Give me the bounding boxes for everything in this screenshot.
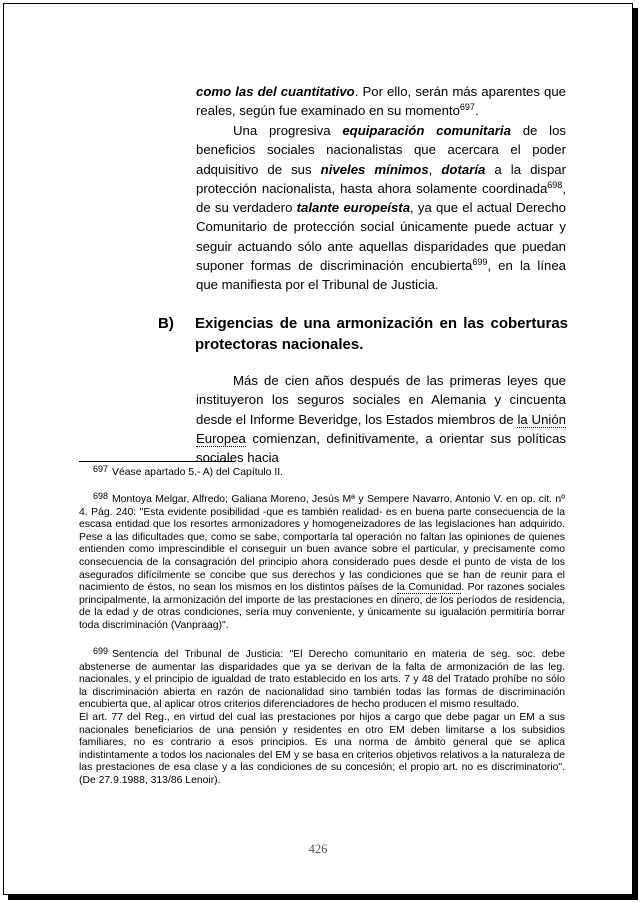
footnote-ref-699[interactable]: 699: [472, 257, 488, 268]
footnote-699: [79, 646, 565, 788]
emphasis-text: niveles mínimos: [320, 161, 429, 177]
footnote-ref-697[interactable]: 697: [459, 102, 475, 113]
footnote-number: 698: [93, 491, 109, 501]
paragraph-2: [196, 121, 566, 295]
body-text: Más de cien años después de las primeras leyes que instituyeron los seguros sociales en Alemania y cincuenta desde el Informe Beveridge, los Estados miembros de: [196, 373, 566, 427]
footnote-698: [79, 491, 565, 633]
footnote-separator: [79, 461, 235, 462]
body-text: , de su verdadero: [196, 180, 566, 216]
inline-link[interactable]: la Unión Europea: [196, 411, 566, 446]
paragraph-1: [196, 82, 566, 121]
document-page: [3, 3, 633, 895]
body-text: .: [474, 103, 479, 119]
body-text: , ya que el actual Derecho Comunitario de protección social únicamente puede actuar y seguir actuando sólo ante aquellas disparidades que puedan suponer formas de discriminación encubierta: [196, 200, 566, 274]
paragraph-3: [196, 371, 566, 467]
footnote-ref-698[interactable]: 698: [547, 179, 563, 190]
section-title: Exigencias de una armonización en las coberturas protectoras nacionales.: [195, 315, 568, 353]
emphasis-text: dotaría: [441, 161, 486, 177]
footnote-text: . Por razones sociales principalmente, la armonización del importe de las prestaciones en dinero, de los períodos de residencia, de la edad y de otras condiciones, sería muy conveniente, y únicamente su igualación permitiría borrar toda discriminación (Vanpraag)".: [79, 582, 565, 631]
footnote-text: El art. 77 del Reg., en virtud del cual las prestaciones por hijos a cargo que debe pagar un EM a sus nacionales beneficiarios de una pensión y residentes en otro EM deben limitarse a los subsidios familiares, no es contrario a esos principios. Es una norma de ámbito general que se aplica indistintamente a todos los nacionales del EM y se basa en criterios objetivos relativos a la naturaleza de las prestaciones de esa clase y a las condiciones de su concesión; el propio art. no es discriminatorio". (De 27.9.1988, 313/86 Lenoir).: [79, 711, 565, 786]
footnote-text: Véase apartado 5.- A) del Capítulo II.: [112, 467, 284, 478]
emphasis-text: como las del cuantitativo: [196, 84, 355, 99]
emphasis-text: equiparación comunitaria: [342, 123, 511, 138]
emphasis-text: talante europeísta: [296, 200, 411, 216]
body-text: de los beneficios sociales nacionalistas que acercara el poder adquisitivo de sus: [196, 123, 566, 177]
footnote-number: 697: [93, 464, 109, 474]
section-heading: [158, 313, 568, 355]
footnote-number: 699: [93, 646, 109, 656]
section-letter: B): [158, 315, 174, 332]
footnote-text: Sentencia del Tribunal de Justicia: "El Derecho comunitario en materia de seg. soc. debe abstenerse de aumentar las disparidades que ya se derivan de la falta de armonización de las leg. nacionales, y el principio de igualdad de trato establecido en los arts. 7 y 48 del Tratado prohíbe no sólo la discriminación abierta en razón de nacionalidad sino también todas las formas de discriminación encubierta que, al aplicar otros criterios diferenciadores de hecho producen el mismo resultado.: [79, 649, 565, 711]
body-text: a la dispar protección nacionalista, hasta ahora solamente coordinada: [196, 161, 567, 196]
inline-link[interactable]: la Comunidad: [396, 582, 462, 594]
body-text: Una progresiva: [233, 123, 343, 138]
body-text: , en la línea que manifiesta por el Tribunal de Justicia.: [196, 258, 566, 293]
footnote-697: [79, 464, 565, 480]
footnote-text: Montoya Melgar, Alfredo; Galiana Moreno, Jesús Mª y Sempere Navarro, Antonio V. en op. cit. nº 4. Pág. 240: "Esta evidente posibilidad -que es también realidad- es en buena parte consecuencia de la escasa entidad que los resortes armonizadores y homogeneizadores de las legislaciones han adquirido. Pese a las dificultades que, como se sabe, comportaría tal operación no faltan las opiniones de quienes entienden como imprescindible el conseguir un buen avance sobre el particular, y precisamente como consecuencia de la consagración del principio ahora considerado pues desde el punto de vista de los asegurados difícilmente se concibe que sus derechos y las condiciones que se han de reunir para el nacimiento de éstos, no sean los mismos en los distintos países de: [79, 494, 565, 594]
body-text: ,: [428, 161, 442, 177]
page-number: 426: [308, 842, 328, 856]
body-text: . Por ello, serán más aparentes que reales, según fue examinado en su momento: [196, 84, 566, 119]
body-text: comienzan, definitivamente, a orientar sus políticas sociales hacia: [196, 430, 566, 466]
